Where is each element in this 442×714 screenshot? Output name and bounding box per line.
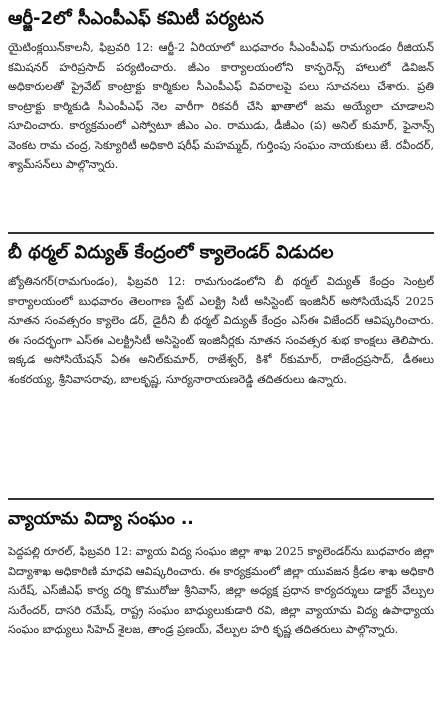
article-body: పెద్దపల్లి రూరల్, ఫిబ్రవరి 12: వ్యాయ విద్య సంఘం జిల్లా శాఖ 2025 క్యాలెండర్‌ను బుధవారం జిల్లా విద్యాశాఖ అధికారిణి మాధవి ఆవిష్కరించారు. ఈ కార్యక్రమంలో జిల్లా యువజన క్రీడల శాఖ అధికారి సురేష్, ఎస్‌జీఎఫ్ కార్య దర్శి కొమురోజు శ్రీనివాస్, జిల్లా అధ్యక్ష ప్రధాన కార్యదర్శులు డాక్టర్ వేల్పుల సురేందర్, దాసరి రమేష్, రాష్ట్ర సంఘం బాధ్యులుకుడారి రవి, జిల్లా వ్యాయామ విద్య ఉపాధ్యాయ సంఘం బాధ్యులు సిహెచ్ శైలజ, తాండ్ర ప్రణయ్, వేల్పుల హరి కృష్ణ తదితరులు పాల్గొన్నారు. [8, 545, 434, 636]
article-calendar-release [8, 240, 434, 490]
article-physical-education-association [8, 506, 434, 706]
article-headline: వ్యాయామ విద్యా సంఘం .. [8, 509, 194, 529]
article-cmpf-committee [8, 6, 434, 224]
section-divider [8, 498, 434, 500]
article-body: జ్యోతినగర్(రామగుండం), ఫిబ్రవరి 12: రామగుండంలోని బీ థర్మల్ విద్యుత్ కేంద్రం సెంట్రల్ కార్యాలయంలో బుధవారం తెలంగాణ స్టేట్ ఎలక్ట్రి సిటీ అసిస్టెంట్ ఇంజినీర్ అసోసియేషన్ 2025 నూతన సంవత్సరం క్యాలెం డర్, డైరీని బీ థర్మల్ విద్యుత్ కేంద్రం ఎస్ఈ విజేందర్ ఆవిష్కరించారు. ఈ సందర్భంగా ఎస్ఈ ఎలక్ట్రిసిటీ అసిస్టెంట్ ఇంజినీర్లకు నూతన సంవత్సర శుభ కాంక్షలు తెలిపారు. ఇక్కడ అసోసియేషన్ ఏఈ అనిల్‌కుమార్, రాజేశ్వర్, కిశో ర్‌కుమార్, రాజేంద్రప్రసాద్, డీఈలు శంకరయ్య, శ్రీనివాసరావు, బాలకృష్ణ, సూర్యనారాయణరెడ్డి తదితరులు ఉన్నారు. [8, 275, 434, 386]
section-divider [8, 232, 434, 234]
article-headline: బీ థర్మల్ విద్యుత్ కేంద్రంలో క్యాలెండర్ విడుదల [8, 242, 334, 263]
article-headline: ఆర్జీ-2లో సీఎంపీఎఫ్ కమిటీ పర్యటన [8, 8, 264, 29]
article-body: యైటింక్లయిన్‌కాలనీ, ఫిబ్రవరి 12: ఆర్జీ-2 ఏరియాలో బుధవారం సీఎంపీఎఫ్ రామగుండం రీజియన్ కమిషనర్ హరిప్రసాద్ పర్యటించారు. జీఎం కార్యాలయంలోని కాన్ఫరెన్స్ హాలులో డివిజన్ అధికారులతో ప్రైవేట్ కాంట్రాక్టు కార్మికుల సీఎంపీఎఫ్ వివరాలపై పలు సూచనలు చేశారు. ప్రతి కాంట్రాక్టు కార్మికుడి సీఎంపీఎఫ్ నెల వారీగా రికవరీ చేసి ఖాతాలో జమ అయ్యేలా చూడాలని సూచించారు. కార్యక్రమంలో ఎస్వోటూ జీఎం ఎం. రాముడు, డీజీఎం (ప) అనిల్ కుమార్, ఫైనాన్స్ వెంకట రామ చంద్ర, సెక్యూరిటీ అధికారి షరీఫ్ మహమ్మద్, గుర్తింపు సంఘం నాయకులు జే. రవీందర్, శ్యామ్‌సన్‌లు పాల్గొన్నారు. [8, 41, 434, 171]
